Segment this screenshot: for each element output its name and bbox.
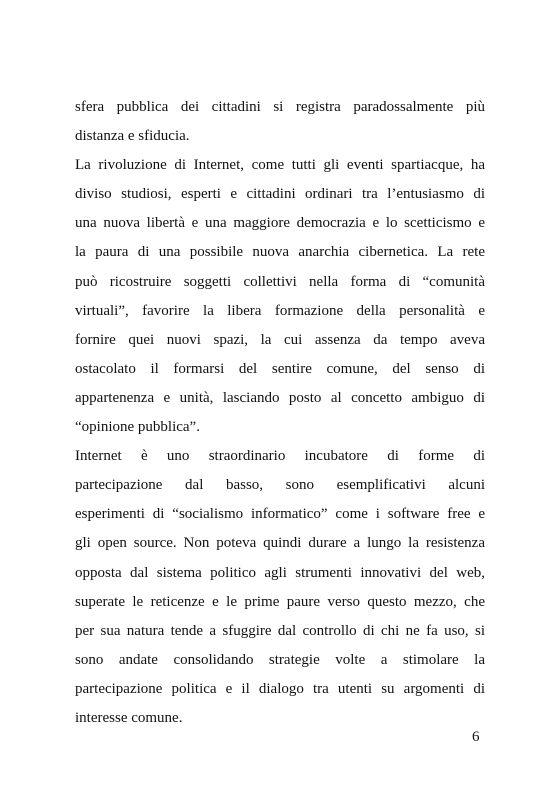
- text-line: esperimenti di “socialismo informatico” come i software free e: [75, 506, 485, 523]
- text-line: La rivoluzione di Internet, come tutti gli eventi spartiacque, ha: [75, 157, 485, 174]
- text-line: partecipazione politica e il dialogo tra utenti su argomenti di: [75, 680, 485, 697]
- text-line: ostacolato il formarsi del sentire comune, del senso di: [75, 360, 485, 377]
- text-line: superate le reticenze e le prime paure verso questo mezzo, che: [75, 593, 485, 610]
- text-line: Internet è uno straordinario incubatore di forme di: [75, 448, 485, 465]
- document-body: [75, 93, 485, 733]
- text-line: opposta dal sistema politico agli strumenti innovativi del web,: [75, 564, 485, 581]
- text-line: sfera pubblica dei cittadini si registra paradossalmente più: [75, 99, 485, 115]
- text-line: interesse comune.: [75, 709, 183, 726]
- text-line: distanza e sfiducia.: [75, 128, 190, 145]
- text-line: appartenenza e unità, lasciando posto al concetto ambiguo di: [75, 389, 485, 406]
- text-line: fornire quei nuovi spazi, la cui assenza da tempo aveva: [75, 331, 485, 348]
- text-line: per sua natura tende a sfuggire dal controllo di chi ne fa uso, si: [75, 622, 485, 639]
- text-line: gli open source. Non poteva quindi durare a lungo la resistenza: [75, 535, 485, 552]
- text-line: partecipazione dal basso, sono esemplificativi alcuni: [75, 477, 485, 494]
- page-number: 6: [472, 729, 480, 745]
- text-line: può ricostruire soggetti collettivi nella forma di “comunità: [75, 273, 485, 290]
- text-line: la paura di una possibile nuova anarchia cibernetica. La rete: [75, 244, 485, 261]
- text-line: virtuali”, favorire la libera formazione della personalità e: [75, 302, 485, 319]
- text-line: diviso studiosi, esperti e cittadini ordinari tra l’entusiasmo di: [75, 186, 485, 203]
- text-line: sono andate consolidando strategie volte a stimolare la: [75, 651, 485, 668]
- text-line: una nuova libertà e una maggiore democrazia e lo scetticismo e: [75, 215, 485, 232]
- text-line: “opinione pubblica”.: [75, 419, 200, 436]
